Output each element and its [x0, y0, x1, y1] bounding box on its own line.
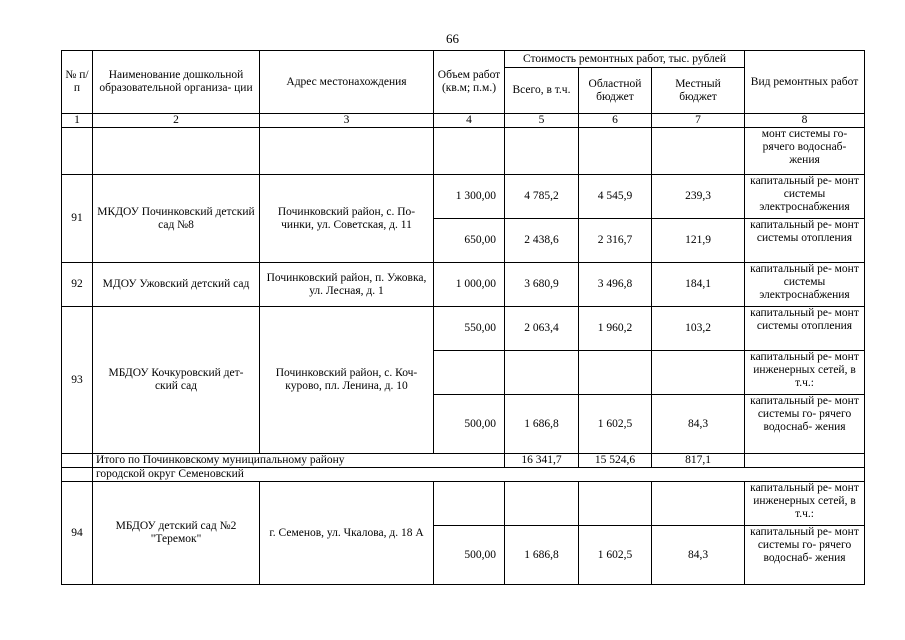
regional-cell: 2 316,7 [579, 219, 652, 263]
header-address: Адрес местонахождения [260, 51, 434, 114]
work-type-cell: капитальный ре- монт системы отопления [745, 307, 865, 351]
column-number: 2 [93, 114, 260, 128]
column-number: 8 [745, 114, 865, 128]
regional-cell: 1 960,2 [579, 307, 652, 351]
volume-cell: 550,00 [434, 307, 505, 351]
header-local: Местный бюджет [652, 68, 745, 114]
column-number: 5 [505, 114, 579, 128]
header-num: № п/п [62, 51, 93, 114]
volume-cell: 500,00 [434, 395, 505, 454]
local-cell: 84,3 [652, 526, 745, 585]
work-type-cell: капитальный ре- монт инженерных сетей, в т.ч.: [745, 351, 865, 395]
header-cost: Стоимость ремонтных работ, тыс. рублей [505, 51, 745, 68]
section-row [62, 468, 865, 482]
column-number: 3 [260, 114, 434, 128]
header-work-type: Вид ремонтных работ [745, 51, 865, 114]
work-type-cell: капитальный ре- монт системы электроснабжения [745, 175, 865, 219]
header-regional: Областной бюджет [579, 68, 652, 114]
local-cell: 184,1 [652, 263, 745, 307]
subtotal-label: Итого по Починковскому муниципальному району [93, 454, 505, 468]
local-cell: 817,1 [652, 454, 745, 468]
row-number: 93 [62, 307, 93, 454]
org-name: МБДОУ детский сад №2 "Теремок" [93, 482, 260, 585]
local-cell: 84,3 [652, 395, 745, 454]
org-address: Починковский район, п. Ужовка, ул. Лесная, д. 1 [260, 263, 434, 307]
local-cell: 121,9 [652, 219, 745, 263]
table-row [62, 482, 865, 526]
work-type-cell: капитальный ре- монт инженерных сетей, в т.ч.: [745, 482, 865, 526]
total-cell: 1 686,8 [505, 395, 579, 454]
work-type-cell: капитальный ре- монт системы отопления [745, 219, 865, 263]
org-name: МКДОУ Починковский детский сад №8 [93, 175, 260, 263]
volume-cell: 650,00 [434, 219, 505, 263]
total-cell: 16 341,7 [505, 454, 579, 468]
header-name: Наименование дошкольной образовательной организа- ции [93, 51, 260, 114]
org-name: МДОУ Ужовский детский сад [93, 263, 260, 307]
regional-cell: 3 496,8 [579, 263, 652, 307]
total-cell: 3 680,9 [505, 263, 579, 307]
column-number: 6 [579, 114, 652, 128]
work-type-cell: капитальный ре- монт системы го- рячего водоснаб- жения [745, 395, 865, 454]
regional-cell: 1 602,5 [579, 395, 652, 454]
org-address: г. Семенов, ул. Чкалова, д. 18 А [260, 482, 434, 585]
work-type-cell: капитальный ре- монт системы го- рячего водоснаб- жения [745, 526, 865, 585]
org-name: МБДОУ Кочкуровский дет- ский сад [93, 307, 260, 454]
local-cell: 239,3 [652, 175, 745, 219]
section-label: городской округ Семеновский [93, 468, 865, 482]
subtotal-row [62, 454, 865, 468]
row-number: 94 [62, 482, 93, 585]
volume-cell: 500,00 [434, 526, 505, 585]
table-row [62, 128, 865, 175]
work-type-cell: монт системы го- рячего водоснаб- жения [745, 128, 865, 175]
page-number: 66 [446, 31, 459, 46]
table-row [62, 175, 865, 219]
org-address: Починковский район, с. Коч- курово, пл. Ленина, д. 10 [260, 307, 434, 454]
regional-cell: 1 602,5 [579, 526, 652, 585]
column-number: 7 [652, 114, 745, 128]
volume-cell: 1 000,00 [434, 263, 505, 307]
total-cell: 2 438,6 [505, 219, 579, 263]
total-cell: 4 785,2 [505, 175, 579, 219]
table-row [62, 263, 865, 307]
local-cell: 103,2 [652, 307, 745, 351]
column-number: 4 [434, 114, 505, 128]
row-number: 92 [62, 263, 93, 307]
total-cell: 2 063,4 [505, 307, 579, 351]
volume-cell: 1 300,00 [434, 175, 505, 219]
repair-works-table [61, 50, 865, 585]
column-numbers-row [62, 114, 865, 128]
column-number: 1 [62, 114, 93, 128]
work-type-cell: капитальный ре- монт системы электроснабжения [745, 263, 865, 307]
table-row [62, 307, 865, 351]
regional-cell: 15 524,6 [579, 454, 652, 468]
regional-cell: 4 545,9 [579, 175, 652, 219]
total-cell: 1 686,8 [505, 526, 579, 585]
row-number: 91 [62, 175, 93, 263]
org-address: Починковский район, с. По- чинки, ул. Советская, д. 11 [260, 175, 434, 263]
header-volume: Объем работ (кв.м; п.м.) [434, 51, 505, 114]
header-total: Всего, в т.ч. [505, 68, 579, 114]
